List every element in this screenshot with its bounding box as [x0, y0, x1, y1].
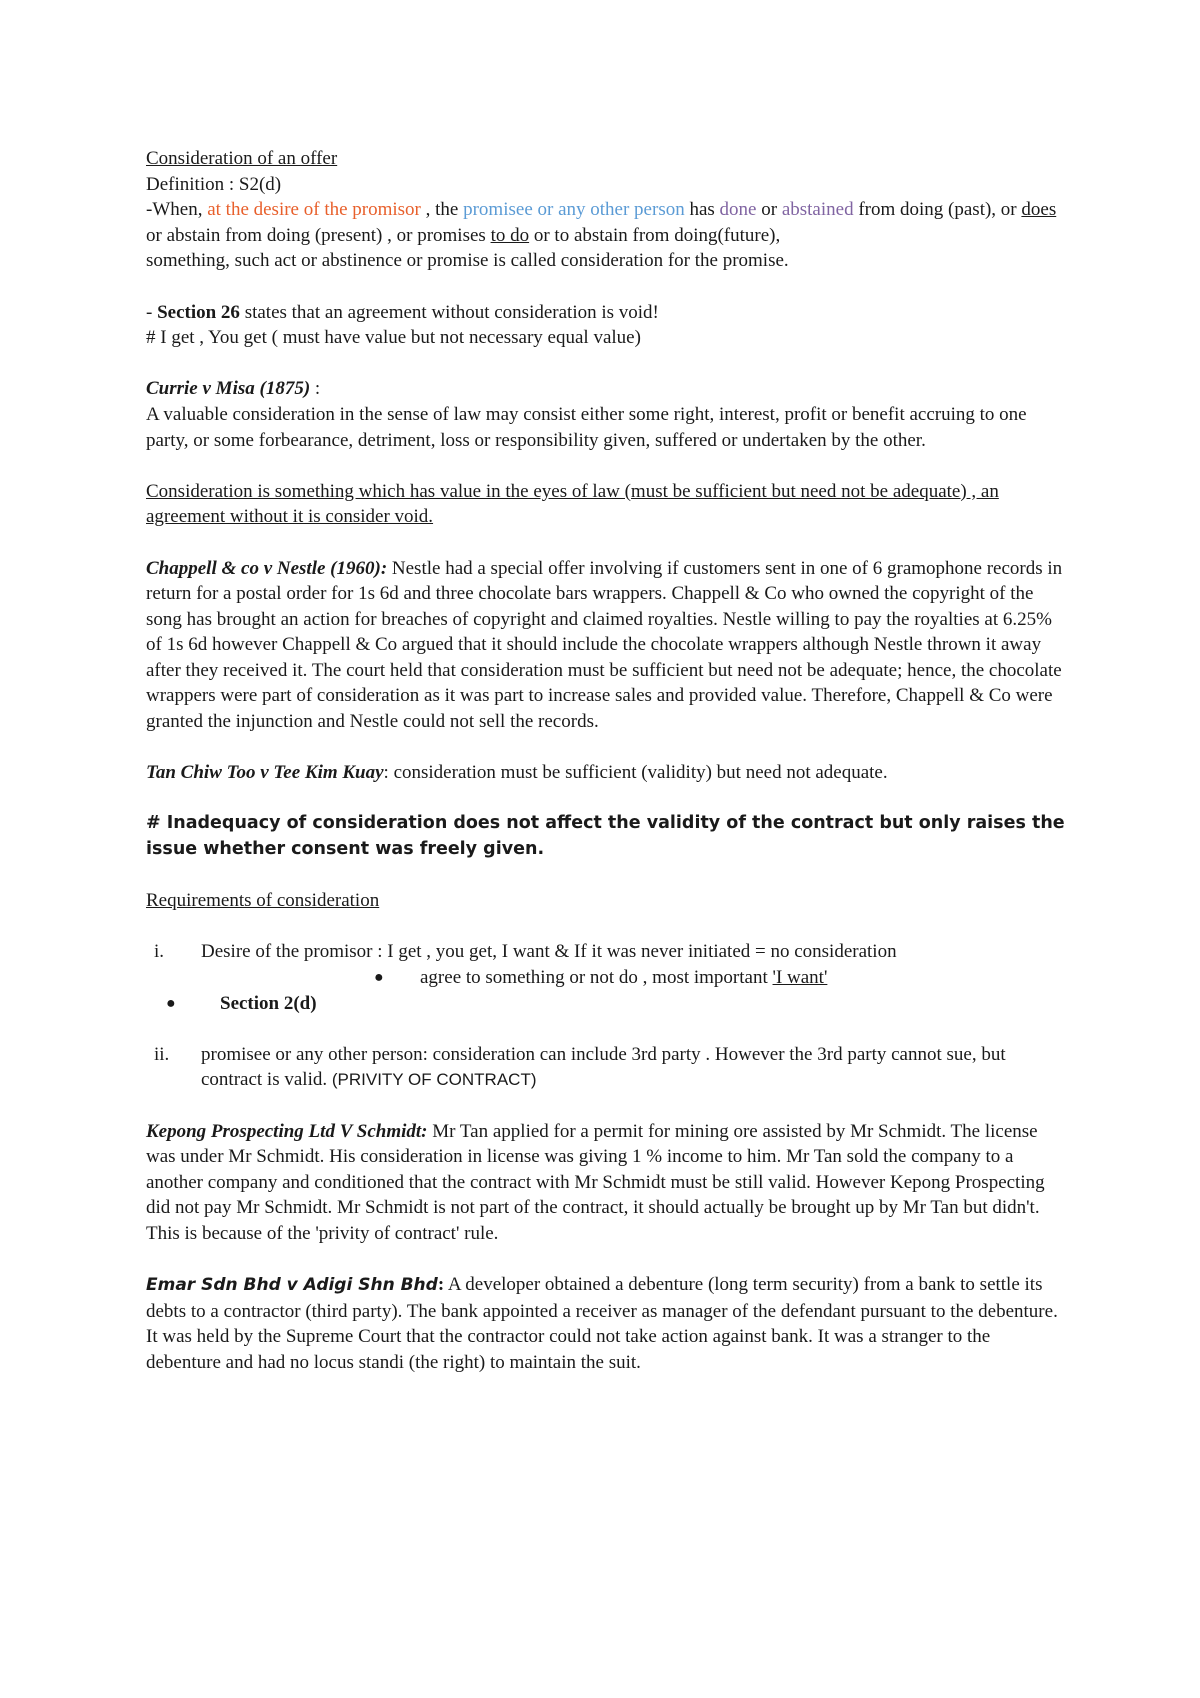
- section26-dash: -: [146, 301, 158, 323]
- kepong-text: Mr Tan applied for a permit for mining ore assisted by Mr Schmidt. The license was under Mr Schmidt. His consideration in license was giving 1 % income to him. Mr Tan sold the company to a another company and conditioned that the contract with Mr Schmidt must be still valid. However Kepong Prospecting did not pay Mr Schmidt. Mr Schmidt is not part of the contract, it should actually be brought up by Mr Tan but didn't. This is because of the 'privity of contract' rule.: [146, 1120, 1045, 1244]
- inadequacy-note: # Inadequacy of consideration does not affect the validity of the contract but only raises the issue whether consent was freely given.: [146, 813, 1065, 860]
- definition-conclusion: something, such act or abstinence or promise is called consideration for the promise.: [146, 250, 789, 272]
- currie-heading: [146, 376, 1066, 402]
- definition-text: [146, 197, 1066, 248]
- requirement-number-2: ii.: [154, 1043, 170, 1065]
- def-text-5: from doing (past), or: [853, 199, 1022, 221]
- section-2d-label: Section 2(d): [220, 992, 317, 1014]
- emar-case-title: Emar Sdn Bhd v Adigi Shn Bhd: [146, 1275, 438, 1296]
- promisee-or-other: promisee or any other person: [463, 199, 685, 221]
- currie-text: A valuable consideration in the sense of law may consist either some right, interest, profit or benefit accruing to one party, or some forbearance, detriment, loss or responsibility given, suffered or undertaken by the other.: [146, 403, 1027, 451]
- requirements-heading: Requirements of consideration: [146, 890, 380, 912]
- consideration-note: Consideration is something which has value in the eyes of law (must be sufficient but need not be adequate) , an agreement without it is consider void.: [146, 480, 999, 528]
- i-get-you-get: # I get , You get ( must have value but not necessary equal value): [146, 327, 641, 349]
- document-body: [146, 146, 1066, 1376]
- privity-label: (PRIVITY OF CONTRACT): [331, 1070, 537, 1090]
- done-word: done: [719, 199, 757, 221]
- emar-colon: :: [437, 1274, 445, 1296]
- def-text-3: has: [684, 199, 720, 221]
- section26-line: [146, 300, 1066, 326]
- kepong-case-title: Kepong Prospecting Ltd V Schmidt:: [146, 1120, 428, 1142]
- bullet-icon: ●: [166, 994, 176, 1012]
- subbullet-text: agree to something or not do , most important: [420, 967, 773, 988]
- section-2d-bullet: [146, 991, 1066, 1017]
- i-want-quote: 'I want': [772, 967, 828, 988]
- def-text-2: , the: [420, 199, 464, 221]
- requirement-text-2: promisee or any other person: consideration can include 3rd party . However the 3rd party cannot sue, but contract is valid.: [201, 1043, 1006, 1091]
- def-text-6: or abstain from doing (present) , or promises: [146, 224, 491, 246]
- currie-colon: :: [310, 378, 321, 400]
- section26-text: states that an agreement without consideration is void!: [239, 301, 659, 323]
- def-text-4: or: [756, 199, 782, 221]
- currie-case-title: Currie v Misa (1875): [146, 378, 311, 400]
- kepong-paragraph: [146, 1119, 1066, 1247]
- emar-paragraph: [146, 1272, 1066, 1375]
- requirement-item-1: [146, 939, 1066, 965]
- emar-text: A developer obtained a debenture (long term security) from a bank to settle its debts to a contractor (third party). The bank appointed a receiver as manager of the defendant pursuant to the debenture. It was held by the Supreme Court that the contractor could not take action against bank. It was a stranger to the debenture and had no locus standi (the right) to maintain the suit.: [146, 1274, 1058, 1373]
- tan-paragraph: [146, 760, 1066, 786]
- chappell-paragraph: [146, 556, 1066, 735]
- requirement-item-2: [146, 1042, 1066, 1093]
- definition-label: Definition : S2(d): [146, 173, 282, 195]
- requirement-number-1: i.: [154, 941, 165, 963]
- bullet-icon: ●: [374, 969, 384, 986]
- chappell-case-title: Chappell & co v Nestle (1960):: [146, 557, 388, 579]
- page-heading: Consideration of an offer: [146, 148, 338, 169]
- requirement-text-1: Desire of the promisor : I get , you get, I want & If it was never initiated = no consideration: [201, 941, 897, 963]
- tan-case-title: Tan Chiw Too v Tee Kim Kuay: [146, 762, 384, 784]
- tan-text: : consideration must be sufficient (validity) but need not adequate.: [383, 762, 888, 784]
- abstained-word: abstained: [781, 199, 854, 221]
- def-text-7: or to abstain from doing(future),: [529, 224, 781, 246]
- does-word: does: [1021, 199, 1057, 221]
- chappell-text: Nestle had a special offer involving if customers sent in one of 6 gramophone records in return for a postal order for 1s 6d and three chocolate bars wrappers. Chappell & Co who owned the copyright of the song has brought an action for breaches of copyright and claimed royalties. Nestle willing to pay the royalties at 6.25% of 1s 6d however Chappell & Co argued that it should include the chocolate wrappers although Nestle thrown it away after they received it. The court held that consideration must be sufficient but need not be adequate; hence, the chocolate wrappers were part of consideration as it was part to increase sales and provided value. Therefore, Chappell & Co were granted the injunction and Nestle could not sell the records.: [146, 557, 1063, 733]
- to-do-word: to do: [490, 224, 530, 246]
- def-text-1: -When,: [146, 199, 208, 221]
- desire-of-promisor: at the desire of the promisor: [207, 199, 421, 221]
- requirement-1-subbullet: [146, 965, 1066, 991]
- section26-label: Section 26: [157, 301, 240, 323]
